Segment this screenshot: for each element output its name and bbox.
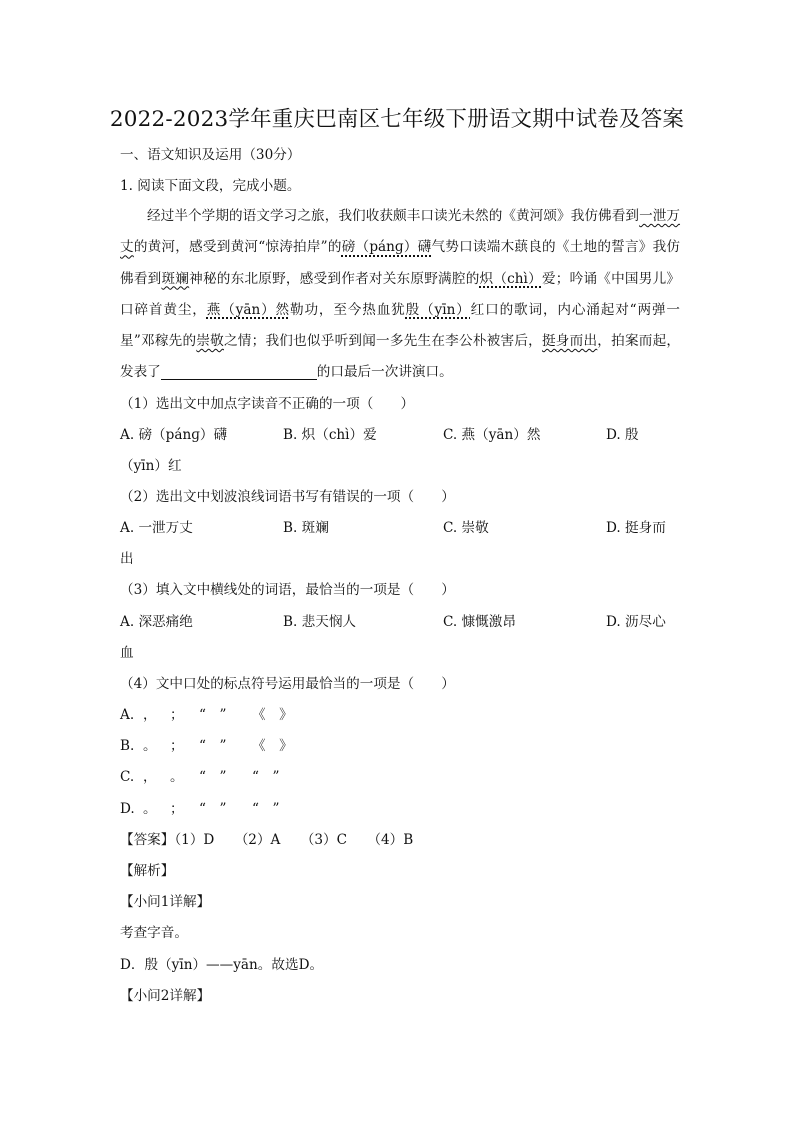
answer-line: 【答案】（1）D （2）A （3）C （4）B (120, 832, 414, 848)
dotted-word-yin: 殷（yīn） (405, 301, 471, 318)
detail-2-heading: 【小问2详解】 (120, 988, 211, 1004)
punct-mark: “ ” (252, 769, 280, 785)
passage-text: 之情；我们也似乎听到闻一多先生在李公朴被害后， (223, 333, 542, 350)
sub3-option-a: A. 深恶痛绝 (120, 614, 193, 630)
analysis-heading: 【解析】 (120, 863, 175, 879)
punct-mark: ； (170, 707, 184, 723)
sub3-option-d: D. 沥尽心 (606, 614, 666, 630)
reading-passage (120, 201, 680, 389)
punct-mark: “ ” (199, 707, 227, 723)
sub1-option-d-cont: （yīn）红 (120, 458, 182, 474)
punct-mark: 。 (143, 738, 157, 754)
subquestion-3-stem: （3）填入文中横线处的词语，最恰当的一项是（ ） (120, 582, 455, 598)
punct-mark: 《 》 (252, 738, 293, 754)
punct-mark: ， (143, 707, 157, 723)
passage-text: 神秘的东北原野，感受到作者对关东原野满腔的 (189, 270, 480, 287)
subquestion-2-stem: （2）选出文中划波浪线词语书写有错误的一项（ ） (120, 489, 455, 505)
punct-mark: “ ” (199, 801, 227, 817)
page-title: 2022-2023学年重庆巴南区七年级下册语文期中试卷及答案 (109, 107, 685, 132)
sub2-option-d-cont: 出 (120, 551, 134, 567)
sub1-option-a: A. 磅（pánɡ）礴 (120, 427, 228, 443)
sub3-option-c: C. 慷慨激昂 (443, 614, 516, 630)
punct-mark: “ ” (252, 801, 280, 817)
option-label: B. (120, 738, 135, 754)
sub1-option-b: B. 炽（chì）爱 (283, 427, 377, 443)
dotted-word-chi: 炽（chì） (479, 270, 542, 287)
punct-mark: “ ” (199, 738, 227, 754)
punct-mark: ； (170, 801, 184, 817)
fill-in-blank (161, 361, 317, 380)
question-1-stem: 1. 阅读下面文段，完成小题。 (120, 178, 301, 194)
dotted-word-yanran: 燕（yān）然 (206, 301, 290, 318)
subquestion-1-stem: （1）选出文中加点字读音不正确的一项（ ） (120, 396, 415, 412)
sub3-option-d-cont: 血 (120, 645, 134, 661)
punct-mark: ； (170, 738, 184, 754)
subquestion-4-stem: （4）文中口处的标点符号运用最恰当的一项是（ ） (120, 676, 455, 692)
wavy-word-yixiewanzhang: 一泄万丈 (120, 208, 681, 256)
wavy-word-banlan: 斑斓 (161, 270, 190, 287)
passage-text: 气势口读端木蕻良的《土地的誓言》我仿佛看到 (120, 239, 681, 287)
option-label: D. (120, 801, 135, 817)
wavy-word-chongjing: 崇敬 (196, 333, 224, 350)
punct-mark: 。 (143, 801, 157, 817)
passage-text: ，拍案而起，发表了 (120, 333, 681, 381)
sub2-option-a: A. 一泄万丈 (120, 520, 193, 536)
passage-text: 经过半个学期的语文学习之旅，我们收获颇丰口读光未然的《黄河颂》我仿佛看到 (147, 208, 640, 224)
punct-mark: 《 》 (252, 707, 293, 723)
sub2-option-b: B. 斑斓 (283, 520, 329, 536)
sub1-option-c: C. 燕（yān）然 (443, 427, 541, 443)
detail-1-answer: D．殷（yīn）——yān。故选D。 (120, 957, 324, 973)
passage-text: 红口的歌词，内心涌起对“两弹一星”邓稼先的 (120, 301, 680, 350)
punct-mark: ， (143, 769, 157, 785)
passage-text: 的黄河，感受到黄河“惊涛拍岸”的 (133, 239, 342, 256)
dotted-word-pangbo: 磅（pánɡ）礴 (341, 239, 432, 256)
detail-1-heading: 【小问1详解】 (120, 894, 211, 910)
punct-mark: 。 (170, 769, 184, 785)
option-label: C. (120, 769, 135, 785)
sub2-option-d: D. 挺身而 (606, 520, 666, 536)
option-label: A. (120, 707, 135, 723)
detail-1-text: 考查字音。 (120, 925, 188, 941)
passage-text: 的口最后一次讲演口。 (316, 364, 453, 381)
sub1-option-d: D. 殷 (606, 427, 639, 443)
passage-text: 勒功，至今热血犹 (289, 301, 406, 318)
passage-text: 爱；吟诵《中国男儿》口碎首黄尘， (120, 270, 681, 318)
section-heading: 一、语文知识及运用（30分） (120, 147, 301, 163)
wavy-word-tingshenerchu: 挺身而出 (541, 333, 598, 350)
sub2-option-c: C. 崇敬 (443, 520, 489, 536)
punct-mark: “ ” (199, 769, 227, 785)
sub3-option-b: B. 悲天悯人 (283, 614, 357, 630)
